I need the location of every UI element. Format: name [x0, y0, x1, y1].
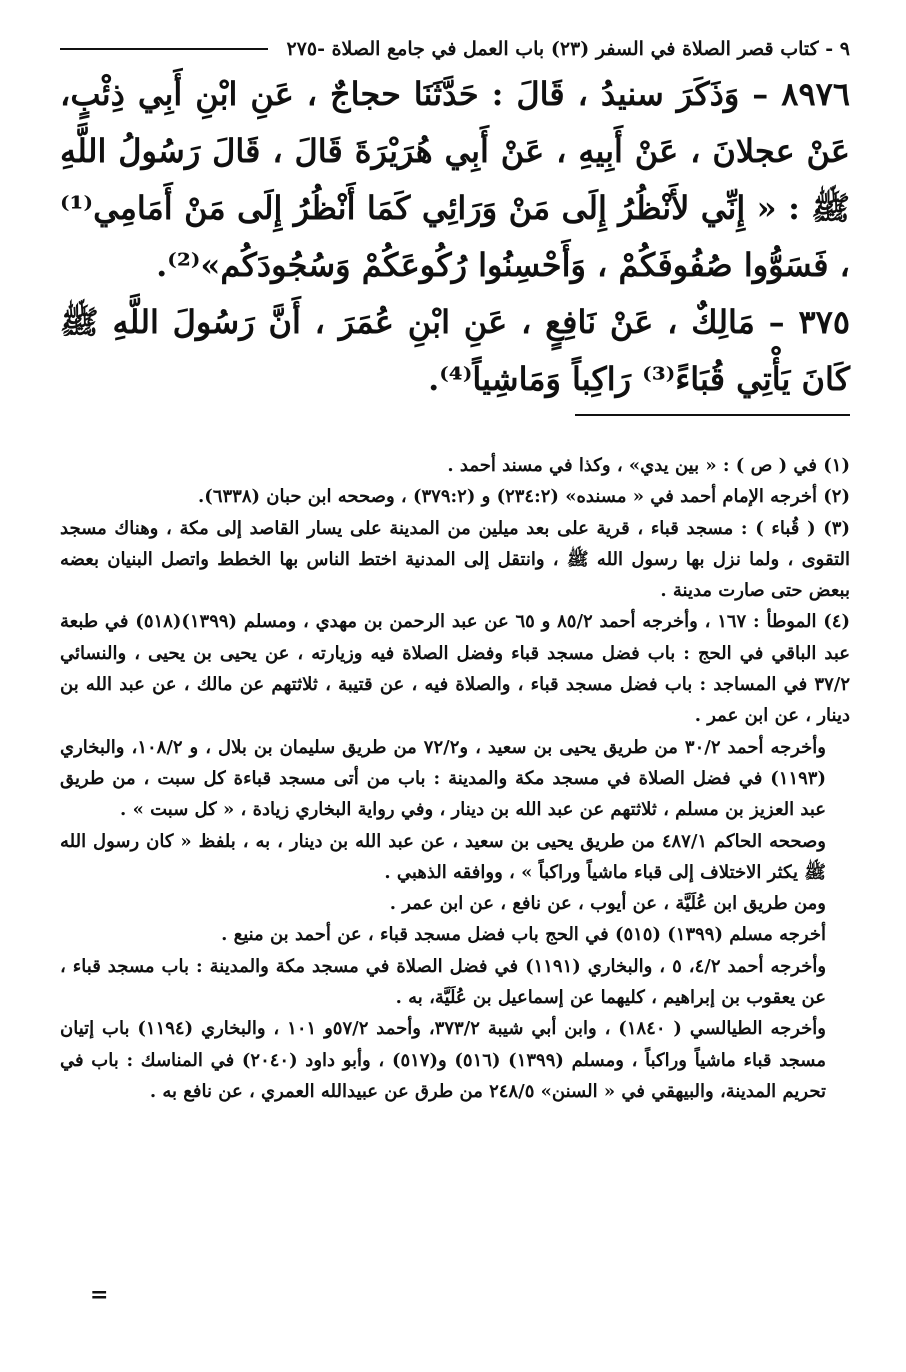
footnote-2: (٢) أخرجه الإمام أحمد في « مسنده» (٢٣٤:٢) و (٣٧٩:٢) ، وصححه ابن حبان (٦٣٣٨).	[198, 486, 850, 508]
footnote-4-paragraph-7: وأخرجه الطيالسي ( ١٨٤٠) ، وابن أبي شيبة ٣٧٣/٢، وأحمد ٥٧/٢و ١٠١ ، والبخاري (١١٩٤) باب إتيان مسجد قباء ماشياً وراكباً ، ومسلم (١٣٩٩) (٥١٦) و(٥١٧) ، وأبو داود (٢٠٤٠) في المناسك : باب في تحريم المدينة، والبيهقي في « السنن» ٢٤٨/٥ من طرق عن عبيدالله العمري ، عن نافع به .	[60, 1018, 826, 1102]
footnotes	[60, 450, 850, 1107]
continuation-mark: =	[90, 1282, 109, 1308]
main-text	[60, 66, 850, 408]
header-title: ٩ - كتاب قصر الصلاة في السفر (٢٣) باب العمل في جامع الصلاة -٢٧٥	[286, 38, 850, 60]
footnote-4: (٤) الموطأ : ١٦٧ ، وأخرجه أحمد ٨٥/٢ و ٦٥ عن عبد الرحمن بن مهدي ، ومسلم (١٣٩٩)(٥١٨) في طبعة عبد الباقي في الحج : باب فضل مسجد قباء وفضل الصلاة فيه وزيارته ، عن يحيى بن يحيى ، والنسائي ٣٧/٢ في المساجد : باب فضل مسجد قباء ، والصلاة فيه ، عن قتيبة ، ثلاثتهم عن مالك ، عن عبد الله بن دينار ، عن ابن عمر .	[60, 611, 850, 727]
footnote-1: (١) في ( ص ) : « بين يدي» ، وكذا في مسند أحمد .	[447, 455, 850, 476]
header-rule	[60, 48, 268, 50]
page	[60, 38, 850, 1107]
footnote-4-paragraph-2: وأخرجه أحمد ٣٠/٢ من طريق يحيى بن سعيد ، و٧٢/٢ من طريق سليمان بن بلال ، و ١٠٨/٢، والبخاري (١١٩٣) في فضل الصلاة في مسجد مكة والمدينة : باب من أتى مسجد قباءة كل سبت ، من طريق عبد العزيز بن مسلم ، ثلاثتهم عن عبد الله بن دينار ، وفي رواية البخاري زيادة ، « كل سبت » .	[60, 736, 826, 821]
footnote-3: (٣) ( قُباء ) : مسجد قباء ، قرية على بعد ميلين من المدينة على يسار القاصد إلى مكة ، وهناك مسجد التقوى ، ولما نزل بها رسول الله ﷺ ، وانتقل إلى المدنية اختط الناس بها الخطط واتصل البنيان بعضه ببعض حتى صارت مدينة .	[60, 517, 850, 602]
footnote-4-paragraph-6: وأخرجه أحمد ٤/٢، ٥ ، والبخاري (١١٩١) في فضل الصلاة في مسجد مكة والمدينة : باب مسجد قباء ، عن يعقوب بن إبراهيم ، كليهما عن إسماعيل بن عُلَيَّة، به .	[60, 955, 827, 1009]
hadith-375: ٣٧٥ – مَالِكٌ ، عَنْ نَافِعٍ ، عَنِ ابْنِ عُمَرَ ، أَنَّ رَسُولَ اللَّهِ ﷺ كَانَ يَأْتِي قُبَاءً⁽³⁾ رَاكِباً وَمَاشِياً⁽⁴⁾.	[60, 303, 850, 398]
footnote-4-paragraph-5: أخرجه مسلم (١٣٩٩) (٥١٥) في الحج باب فضل مسجد قباء ، عن أحمد بن منيع .	[221, 924, 826, 946]
footnote-4-paragraph-3: وصححه الحاكم ٤٨٧/١ من طريق يحيى بن سعيد ، عن عبد الله بن دينار ، به ، بلفظ « كان رسول الله ﷺ يكثر الاختلاف إلى قباء ماشياً وراكباً » ، ووافقه الذهبي .	[60, 830, 826, 883]
footnote-4-paragraph-4: ومن طريق ابن عُلَيَّة ، عن أيوب ، عن نافع ، عن ابن عمر .	[389, 893, 826, 915]
hadith-8976: ٨٩٧٦ – وَذَكَرَ سنيدُ ، قَالَ : حَدَّثَنَا حجاجٌ ، عَنِ ابْنِ أَبِي ذِئْبٍ، عَنْ عجلانَ ، عَنْ أَبِيهِ ، عَنْ أَبِي هُرَيْرَةَ قَالَ ، قَالَ رَسُولُ اللَّهِ ﷺ : « إِنِّي لأَنْظُرُ إِلَى مَنْ وَرَائِي كَمَا أَنْظُرُ إِلَى مَنْ أَمَامِي⁽¹⁾ ، فَسَوُّوا صُفُوفَكُمْ ، وَأَحْسِنُوا رُكُوعَكُمْ وَسُجُودَكُم»⁽²⁾.	[60, 75, 851, 284]
running-header	[60, 38, 850, 60]
footnote-separator	[575, 414, 850, 416]
